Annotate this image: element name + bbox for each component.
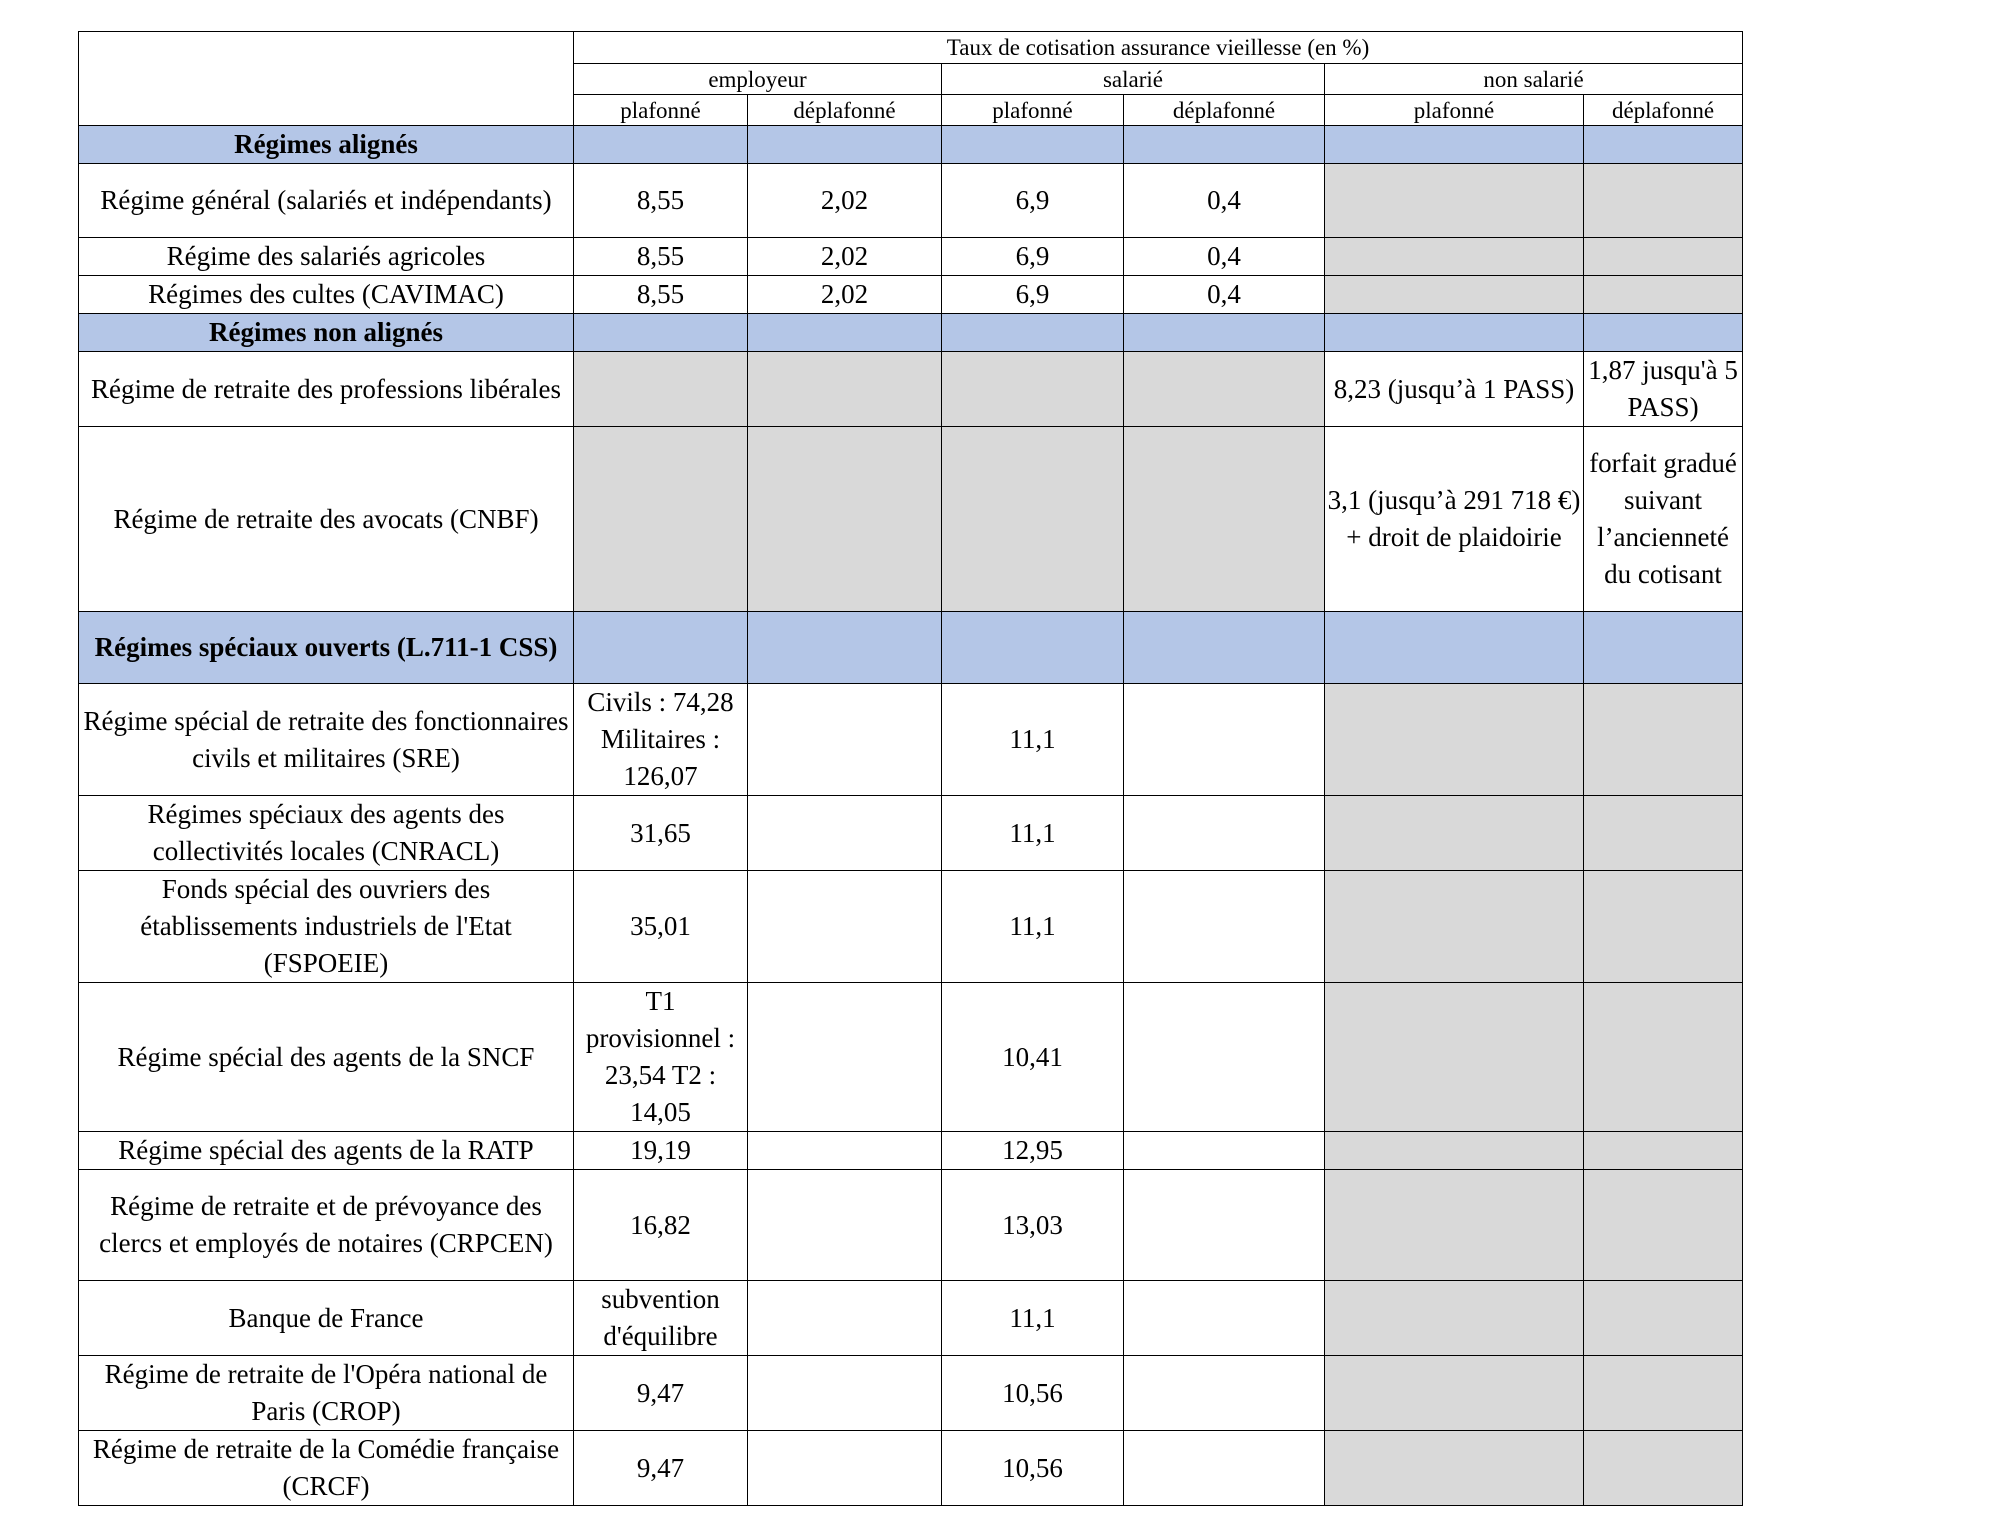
section-cell bbox=[1124, 126, 1325, 164]
row-label: Régime des salariés agricoles bbox=[79, 238, 574, 276]
table-cell: 10,56 bbox=[942, 1356, 1124, 1431]
header-group-salarie: salarié bbox=[942, 64, 1325, 95]
section-cell bbox=[1325, 612, 1584, 684]
table-cell bbox=[1124, 427, 1325, 612]
table-cell bbox=[1584, 1170, 1743, 1281]
table-row bbox=[79, 871, 1743, 983]
table-cell bbox=[1584, 1281, 1743, 1356]
header-sub-non-salarie-plafonne: plafonné bbox=[1325, 95, 1584, 126]
section-cell bbox=[574, 126, 748, 164]
table-cell bbox=[1584, 983, 1743, 1132]
table-cell bbox=[1584, 164, 1743, 238]
table-cell bbox=[1124, 1170, 1325, 1281]
table-row bbox=[79, 1431, 1743, 1506]
table-row bbox=[79, 1132, 1743, 1170]
table-row bbox=[79, 1356, 1743, 1431]
header-sub-salarie-deplafonne: déplafonné bbox=[1124, 95, 1325, 126]
header-group-non-salarie: non salarié bbox=[1325, 64, 1743, 95]
table-cell: subvention d'équilibre bbox=[574, 1281, 748, 1356]
table-row bbox=[79, 983, 1743, 1132]
header-group-employeur: employeur bbox=[574, 64, 942, 95]
table-cell bbox=[1325, 1170, 1584, 1281]
table-cell bbox=[748, 871, 942, 983]
table-cell bbox=[748, 684, 942, 796]
table-row bbox=[79, 276, 1743, 314]
table-row bbox=[79, 427, 1743, 612]
table-cell bbox=[1124, 1431, 1325, 1506]
table-cell: 8,55 bbox=[574, 164, 748, 238]
row-label: Régime de retraite de la Comédie française (CRCF) bbox=[79, 1431, 574, 1506]
table-cell bbox=[1124, 1281, 1325, 1356]
section-cell bbox=[1584, 126, 1743, 164]
header-main-title: Taux de cotisation assurance vieillesse (en %) bbox=[574, 32, 1743, 64]
table-cell bbox=[1584, 1132, 1743, 1170]
section-cell bbox=[1124, 314, 1325, 352]
row-label: Banque de France bbox=[79, 1281, 574, 1356]
table-cell: 31,65 bbox=[574, 796, 748, 871]
row-label: Régime spécial des agents de la SNCF bbox=[79, 983, 574, 1132]
section-cell bbox=[748, 612, 942, 684]
section-cell bbox=[942, 612, 1124, 684]
table-row bbox=[79, 238, 1743, 276]
row-label: Fonds spécial des ouvriers des établissements industriels de l'Etat (FSPOEIE) bbox=[79, 871, 574, 983]
table-row bbox=[79, 164, 1743, 238]
table-row bbox=[79, 352, 1743, 427]
table-cell bbox=[1124, 1132, 1325, 1170]
table-row bbox=[79, 1170, 1743, 1281]
table-cell bbox=[1325, 1431, 1584, 1506]
table-cell bbox=[1124, 1356, 1325, 1431]
table-cell bbox=[1325, 1356, 1584, 1431]
table-cell: 11,1 bbox=[942, 796, 1124, 871]
table-cell bbox=[1325, 1132, 1584, 1170]
table-body bbox=[79, 32, 1743, 1506]
table-cell bbox=[942, 427, 1124, 612]
table-cell bbox=[1124, 684, 1325, 796]
section-cell bbox=[574, 314, 748, 352]
table-cell bbox=[748, 1356, 942, 1431]
table-cell bbox=[748, 1431, 942, 1506]
section-label: Régimes non alignés bbox=[79, 314, 574, 352]
table-cell bbox=[1124, 983, 1325, 1132]
table-cell: 19,19 bbox=[574, 1132, 748, 1170]
table-cell: 9,47 bbox=[574, 1431, 748, 1506]
table-cell: 12,95 bbox=[942, 1132, 1124, 1170]
row-label: Régimes des cultes (CAVIMAC) bbox=[79, 276, 574, 314]
table-cell bbox=[1325, 983, 1584, 1132]
table-cell: 10,56 bbox=[942, 1431, 1124, 1506]
table-cell: 0,4 bbox=[1124, 238, 1325, 276]
table-cell: 16,82 bbox=[574, 1170, 748, 1281]
table-cell bbox=[574, 427, 748, 612]
section-cell bbox=[1325, 126, 1584, 164]
row-label: Régime spécial de retraite des fonctionnaires civils et militaires (SRE) bbox=[79, 684, 574, 796]
table-row bbox=[79, 796, 1743, 871]
table-cell bbox=[1584, 684, 1743, 796]
section-cell bbox=[942, 126, 1124, 164]
section-cell bbox=[1124, 612, 1325, 684]
table-row bbox=[79, 1281, 1743, 1356]
table-cell: 0,4 bbox=[1124, 276, 1325, 314]
section-label: Régimes spéciaux ouverts (L.711-1 CSS) bbox=[79, 612, 574, 684]
table-cell: 1,87 jusqu'à 5 PASS) bbox=[1584, 352, 1743, 427]
table-cell: 8,55 bbox=[574, 276, 748, 314]
header-row-main bbox=[79, 32, 1743, 64]
table-cell bbox=[1325, 1281, 1584, 1356]
table-cell bbox=[748, 983, 942, 1132]
table-cell bbox=[1124, 352, 1325, 427]
table-cell: 10,41 bbox=[942, 983, 1124, 1132]
table-cell: 2,02 bbox=[748, 164, 942, 238]
table-cell: 13,03 bbox=[942, 1170, 1124, 1281]
table-cell bbox=[1584, 1431, 1743, 1506]
table-cell bbox=[748, 796, 942, 871]
section-row bbox=[79, 126, 1743, 164]
row-label: Régime de retraite des professions libérales bbox=[79, 352, 574, 427]
table-cell: forfait gradué suivant l’ancienneté du cotisant bbox=[1584, 427, 1743, 612]
table-cell: 6,9 bbox=[942, 276, 1124, 314]
table-cell bbox=[1325, 238, 1584, 276]
header-sub-employeur-deplafonne: déplafonné bbox=[748, 95, 942, 126]
table-cell bbox=[574, 352, 748, 427]
row-label: Régime spécial des agents de la RATP bbox=[79, 1132, 574, 1170]
table-cell bbox=[1325, 164, 1584, 238]
section-cell bbox=[1584, 612, 1743, 684]
table-cell: 6,9 bbox=[942, 238, 1124, 276]
table-cell: 2,02 bbox=[748, 276, 942, 314]
table-cell bbox=[748, 1132, 942, 1170]
table-cell: 8,23 (jusqu’à 1 PASS) bbox=[1325, 352, 1584, 427]
row-label: Régime de retraite des avocats (CNBF) bbox=[79, 427, 574, 612]
table-cell bbox=[1124, 871, 1325, 983]
section-label: Régimes alignés bbox=[79, 126, 574, 164]
header-sub-non-salarie-deplafonne: déplafonné bbox=[1584, 95, 1743, 126]
table-row bbox=[79, 684, 1743, 796]
table-cell: 11,1 bbox=[942, 871, 1124, 983]
section-cell bbox=[574, 612, 748, 684]
row-label: Régimes spéciaux des agents des collectivités locales (CNRACL) bbox=[79, 796, 574, 871]
table-cell bbox=[942, 352, 1124, 427]
table-cell bbox=[1584, 276, 1743, 314]
table-cell bbox=[1325, 276, 1584, 314]
section-cell bbox=[1584, 314, 1743, 352]
section-cell bbox=[1325, 314, 1584, 352]
table-cell bbox=[748, 1281, 942, 1356]
table-cell bbox=[1584, 796, 1743, 871]
table-cell bbox=[1584, 238, 1743, 276]
table-cell bbox=[1584, 871, 1743, 983]
row-label: Régime de retraite de l'Opéra national de Paris (CROP) bbox=[79, 1356, 574, 1431]
section-row bbox=[79, 314, 1743, 352]
section-cell bbox=[748, 126, 942, 164]
table-cell: Civils : 74,28 Militaires : 126,07 bbox=[574, 684, 748, 796]
table-cell: 3,1 (jusqu’à 291 718 €) + droit de plaidoirie bbox=[1325, 427, 1584, 612]
table-cell bbox=[1584, 1356, 1743, 1431]
table-cell: 11,1 bbox=[942, 1281, 1124, 1356]
table-cell: 6,9 bbox=[942, 164, 1124, 238]
row-label: Régime général (salariés et indépendants) bbox=[79, 164, 574, 238]
table-cell: 0,4 bbox=[1124, 164, 1325, 238]
contribution-rates-table bbox=[78, 31, 1743, 1506]
table-cell: 9,47 bbox=[574, 1356, 748, 1431]
table-cell bbox=[748, 427, 942, 612]
table-cell bbox=[1325, 796, 1584, 871]
table-cell bbox=[1124, 796, 1325, 871]
table-cell bbox=[748, 352, 942, 427]
header-corner-cell bbox=[79, 32, 574, 126]
header-sub-employeur-plafonne: plafonné bbox=[574, 95, 748, 126]
table-cell: 11,1 bbox=[942, 684, 1124, 796]
table-cell: 8,55 bbox=[574, 238, 748, 276]
table-cell bbox=[748, 1170, 942, 1281]
table-cell: T1 provisionnel : 23,54 T2 : 14,05 bbox=[574, 983, 748, 1132]
section-row bbox=[79, 612, 1743, 684]
table-cell: 2,02 bbox=[748, 238, 942, 276]
section-cell bbox=[942, 314, 1124, 352]
section-cell bbox=[748, 314, 942, 352]
row-label: Régime de retraite et de prévoyance des clercs et employés de notaires (CRPCEN) bbox=[79, 1170, 574, 1281]
table-cell bbox=[1325, 871, 1584, 983]
table-cell bbox=[1325, 684, 1584, 796]
table-cell: 35,01 bbox=[574, 871, 748, 983]
header-sub-salarie-plafonne: plafonné bbox=[942, 95, 1124, 126]
